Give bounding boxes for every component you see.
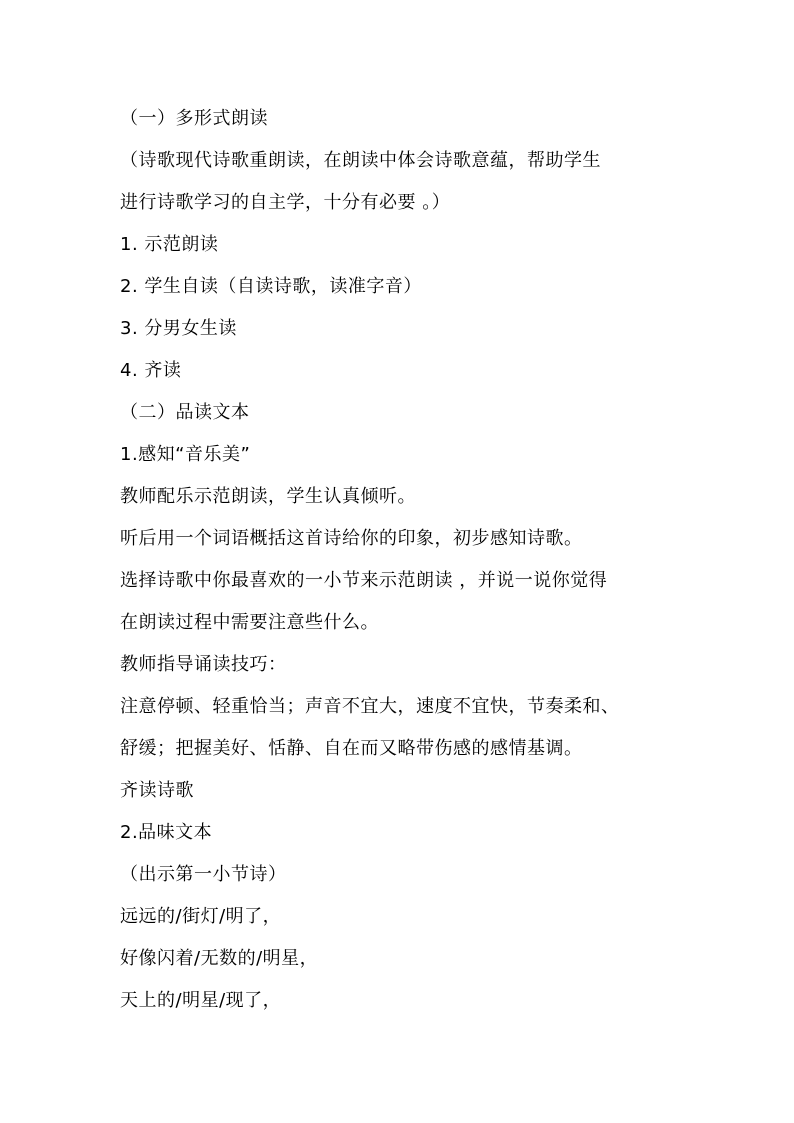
paragraph-line: 在朗读过程中需要注意些什么。	[120, 612, 379, 633]
paragraph-line: 齐读诗歌	[120, 780, 194, 801]
paragraph-line: 听后用一个词语概括这首诗给你的印象，初步感知诗歌。	[120, 528, 583, 549]
section-heading-text-study: （二）品读文本	[120, 402, 250, 423]
list-item: 2. 学生自读（自读诗歌，读准字音）	[120, 276, 422, 297]
subheading: 2.品味文本	[120, 822, 213, 843]
section-heading-multi-form-reading: （一）多形式朗读	[120, 108, 268, 129]
list-item: 4. 齐读	[120, 360, 182, 381]
poem-line: 好像闪着/无数的/明星，	[120, 948, 319, 969]
paragraph-line: 舒缓；把握美好、恬静、自在而又略带伤感的感情基调。	[120, 738, 583, 759]
paragraph-line: 选择诗歌中你最喜欢的一小节来示范朗读 ，并说一说你觉得	[120, 570, 608, 591]
list-item: 1. 示范朗读	[120, 234, 219, 255]
list-item: 3. 分男女生读	[120, 318, 237, 339]
poem-line: 天上的/明星/现了，	[120, 990, 282, 1011]
poem-line: 远远的/街灯/明了，	[120, 906, 282, 927]
paragraph-line: （诗歌现代诗歌重朗读，在朗读中体会诗歌意蕴，帮助学生	[120, 150, 601, 171]
subheading: 1.感知“音乐美”	[120, 444, 251, 465]
paragraph-line: 注意停顿、轻重恰当；声音不宜大，速度不宜快，节奏柔和、	[120, 696, 620, 717]
paragraph-line: 教师配乐示范朗读，学生认真倾听。	[120, 486, 416, 507]
paragraph-line: （出示第一小节诗）	[120, 864, 287, 885]
paragraph-line: 进行诗歌学习的自主学，十分有必要 。）	[120, 192, 451, 213]
paragraph-line: 教师指导诵读技巧：	[120, 654, 287, 675]
document-body	[120, 98, 680, 1022]
